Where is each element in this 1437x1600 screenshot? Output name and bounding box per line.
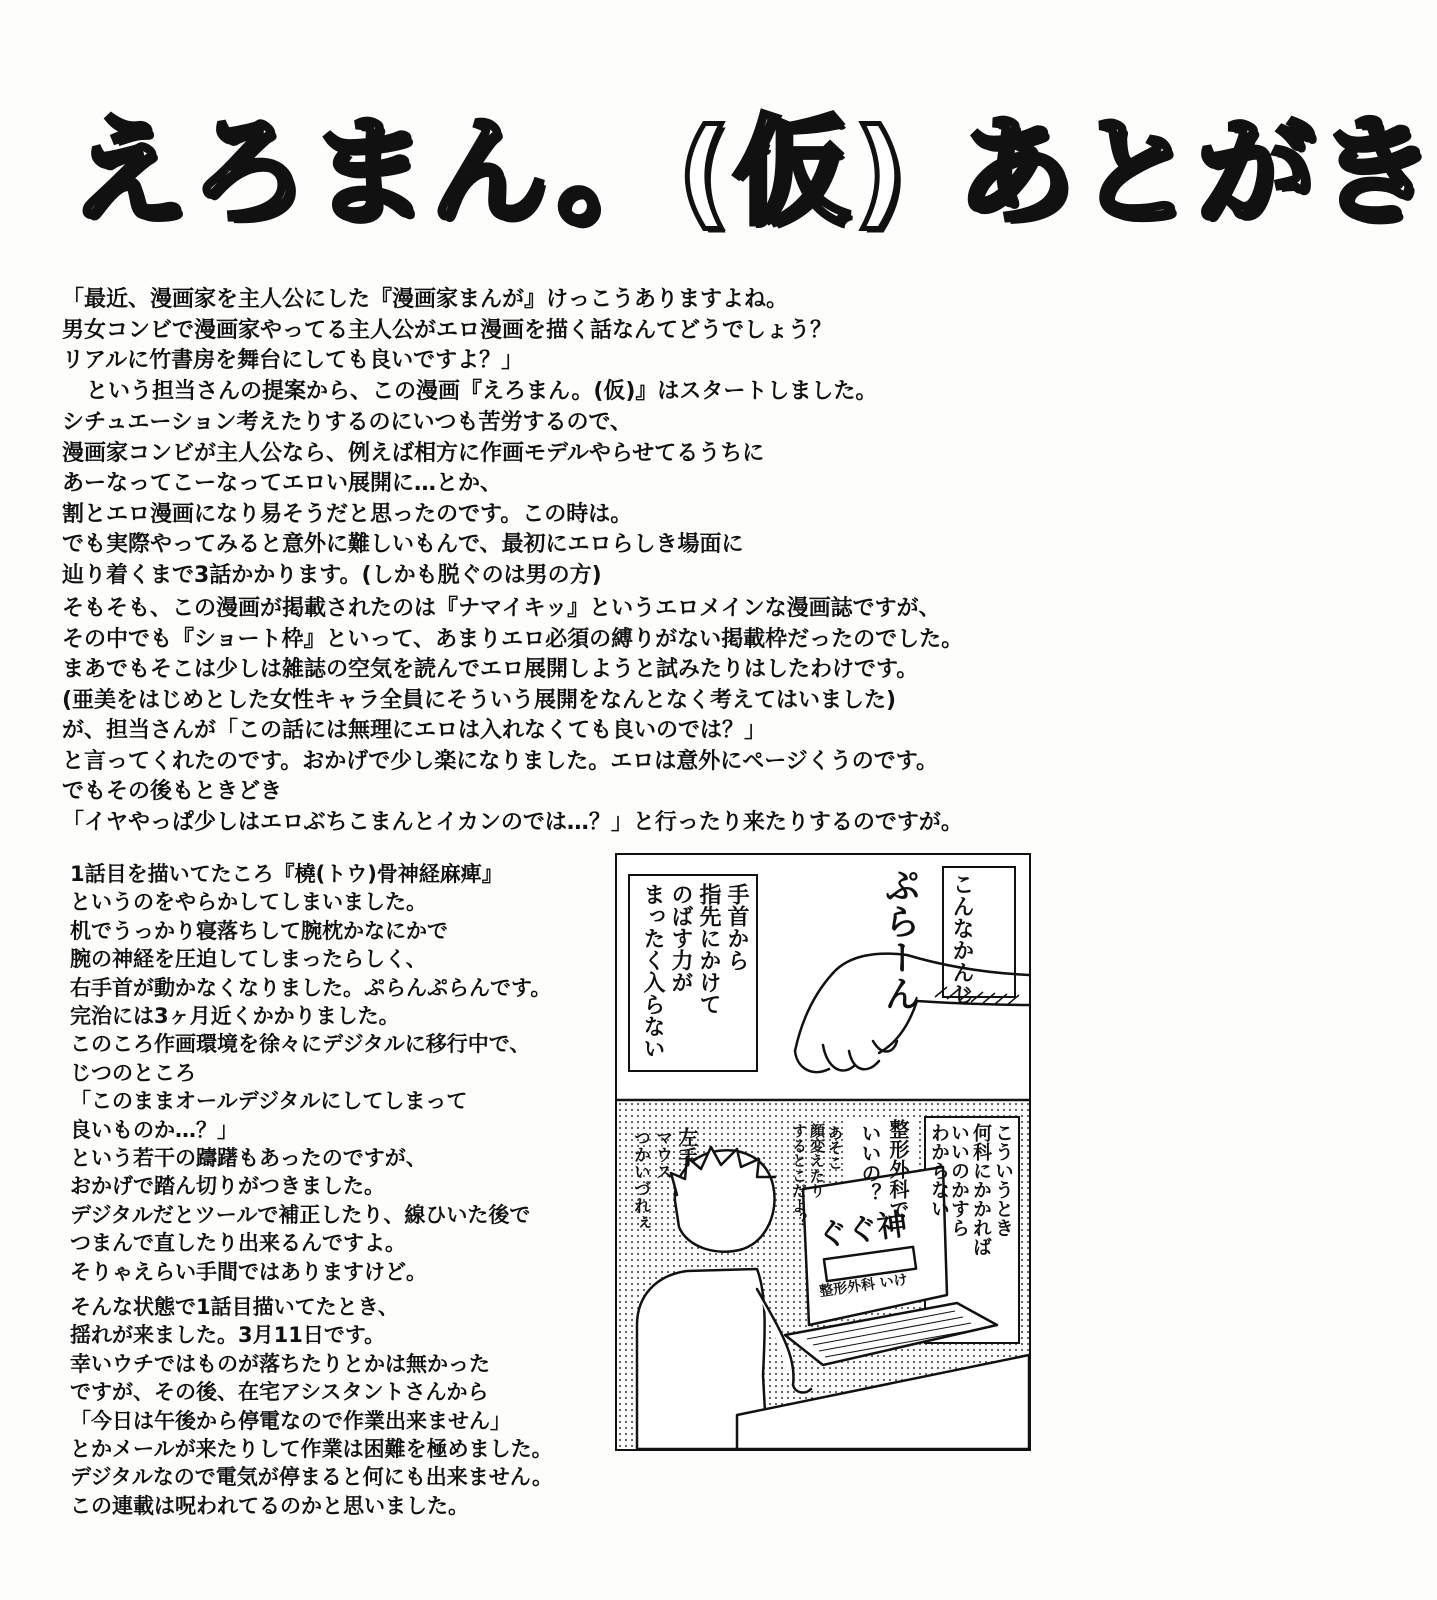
paragraph-nerve-palsy [70, 860, 630, 1286]
text-line: 「今日は午後から停電なので作業出来ません」 [70, 1408, 511, 1433]
text-line: そりゃえらい手間ではありますけど。 [70, 1259, 427, 1284]
text-line: と言ってくれたのです。おかげで少し楽になりました。エロは意外にページくうのです。 [62, 748, 939, 774]
caption-line: わからない [928, 1123, 950, 1218]
text-line: という担当さんの提案から、この漫画『えろまん。(仮)』はスタートしました。 [86, 378, 878, 404]
text-line: 「このままオールデジタルにしてしまって [70, 1089, 468, 1114]
text-line: 右手首が動かなくなりました。ぷらんぷらんです。 [70, 975, 552, 1000]
caption-like-this: こんなかんじ [949, 873, 974, 1005]
caption-line: いいのかすら [948, 1123, 970, 1237]
text-line: まあでもそこは少しは雑誌の空気を読んでエロ展開しようと試みたりはしたわけです。 [62, 657, 919, 682]
note-line: するとこだよ？ [790, 1123, 808, 1228]
text-line: この連載は呪われてるのかと思いました。 [70, 1493, 469, 1518]
paragraph-situation [62, 408, 1052, 591]
text-line: あーなってこーなってエロい展開に…とか、 [62, 471, 503, 496]
text-line: そもそも、この漫画が掲載されたのは『ナマイキッ』というエロメインな漫画誌ですが、 [62, 596, 941, 621]
text-line: シチュエーション考えたりするのにいつも苦労するので、 [62, 410, 633, 435]
text-line: という若干の躊躇もあったのですが、 [70, 1146, 427, 1171]
text-line: 机でうっかり寝落ちして腕枕かなにかで [70, 918, 448, 943]
note-line: 左手 [675, 1127, 699, 1167]
text-line: じつのところ [70, 1060, 196, 1085]
text-line: でも実際やってみると意外に難しいもんで、最初にエロらしき場面に [62, 532, 744, 557]
text-line: 腕の神経を圧迫してしまったらしく、 [70, 947, 427, 972]
note-line: 顔変えたり [808, 1123, 826, 1198]
note-line: マウス [652, 1129, 672, 1180]
title-afterword: あとがき [956, 103, 1437, 241]
text-line: デジタルなので電気が停まると何にも出来ません。 [70, 1465, 553, 1490]
text-line: 幸いウチではものが落ちたりとかは無かった [70, 1351, 490, 1376]
text-line: 「イヤやっぱ少しはエロぶちこまんとイカンのでは…？」と行ったり来たりするのですが。 [62, 809, 963, 835]
note-line: あそこ [826, 1125, 844, 1170]
text-line: ですが、その後、在宅アシスタントさんから [70, 1380, 489, 1405]
caption-line: 手首から [724, 883, 749, 971]
text-line: というのをやらかしてしまいました。 [70, 890, 427, 915]
page-title [70, 92, 1437, 252]
screen-search-logo: ぐぐ神 [815, 1206, 910, 1255]
text-line: 漫画家コンビが主人公なら、例えば相方に作画モデルやらせてるうちに [62, 440, 765, 466]
caption-line: 指先にかけて [696, 883, 721, 1015]
text-line: デジタルだとツールで補正したり、線ひいた後で [70, 1202, 531, 1227]
text-line: リアルに竹書房を舞台にしても良いですよ？」 [62, 348, 524, 373]
text-line: 男女コンビで漫画家やってる主人公がエロ漫画を描く話なんてどうでしょう？ [62, 317, 833, 343]
caption-line: のばす力が [668, 883, 693, 993]
sfx-dangle: ぷらーん [879, 867, 920, 1011]
text-line: 良いものか…？」 [70, 1117, 238, 1142]
text-line: が、担当さんが「この話には無理にエロは入れなくても良いのでは？」 [62, 718, 767, 743]
paragraph-earthquake [70, 1293, 630, 1520]
screen-search-query: 整形外科 いけ [818, 1271, 909, 1301]
title-main: えろまん。(仮) [70, 103, 909, 241]
text-line: このころ作画環境を徐々にデジタルに移行中で、 [70, 1032, 531, 1057]
paragraph-intro [62, 285, 1052, 407]
text-line: とかメールが来たりして作業は困難を極めました。 [70, 1437, 553, 1462]
note-line: いいの？ [858, 1123, 882, 1203]
text-line: その中でも『ショート枠』といって、あまりエロ必須の縛りがない掲載枠だったのでした。 [62, 626, 964, 652]
paragraph-magazine [62, 594, 1052, 838]
caption-line: 何科にかかれば [970, 1123, 992, 1256]
note-line: つかいづれぇ [630, 1129, 650, 1231]
caption-line: こういうとき [992, 1123, 1014, 1237]
note-line: 整形外科で [886, 1119, 910, 1219]
text-line: (亜美をはじめとした女性キャラ全員にそういう展開をなんとなく考えてはいました) [62, 687, 897, 713]
text-line: 辿り着くまで3話かかります。(しかも脱ぐのは男の方) [62, 562, 602, 588]
caption-line: まったく入らない [640, 883, 665, 1059]
text-line: 割とエロ漫画になり易そうだと思ったのです。この時は。 [62, 501, 633, 527]
text-line: 「最近、漫画家を主人公にした『漫画家まんが』けっこうありますよね。 [62, 287, 789, 312]
text-line: でもその後もときどき [62, 779, 283, 804]
text-line: 1話目を描いてたころ『橈(トウ)骨神経麻痺』 [70, 862, 503, 886]
text-line: 揺れが来ました。3月11日です。 [70, 1323, 386, 1348]
comic-illustration [615, 853, 1031, 1451]
text-line: 完治には3ヶ月近くかかりました。 [70, 1004, 400, 1029]
text-line: おかげで踏ん切りがつきました。 [70, 1174, 385, 1199]
text-line: そんな状態で1話目描いてたとき、 [70, 1295, 399, 1319]
text-line: つまんで直したり出来るんですよ。 [70, 1231, 406, 1256]
